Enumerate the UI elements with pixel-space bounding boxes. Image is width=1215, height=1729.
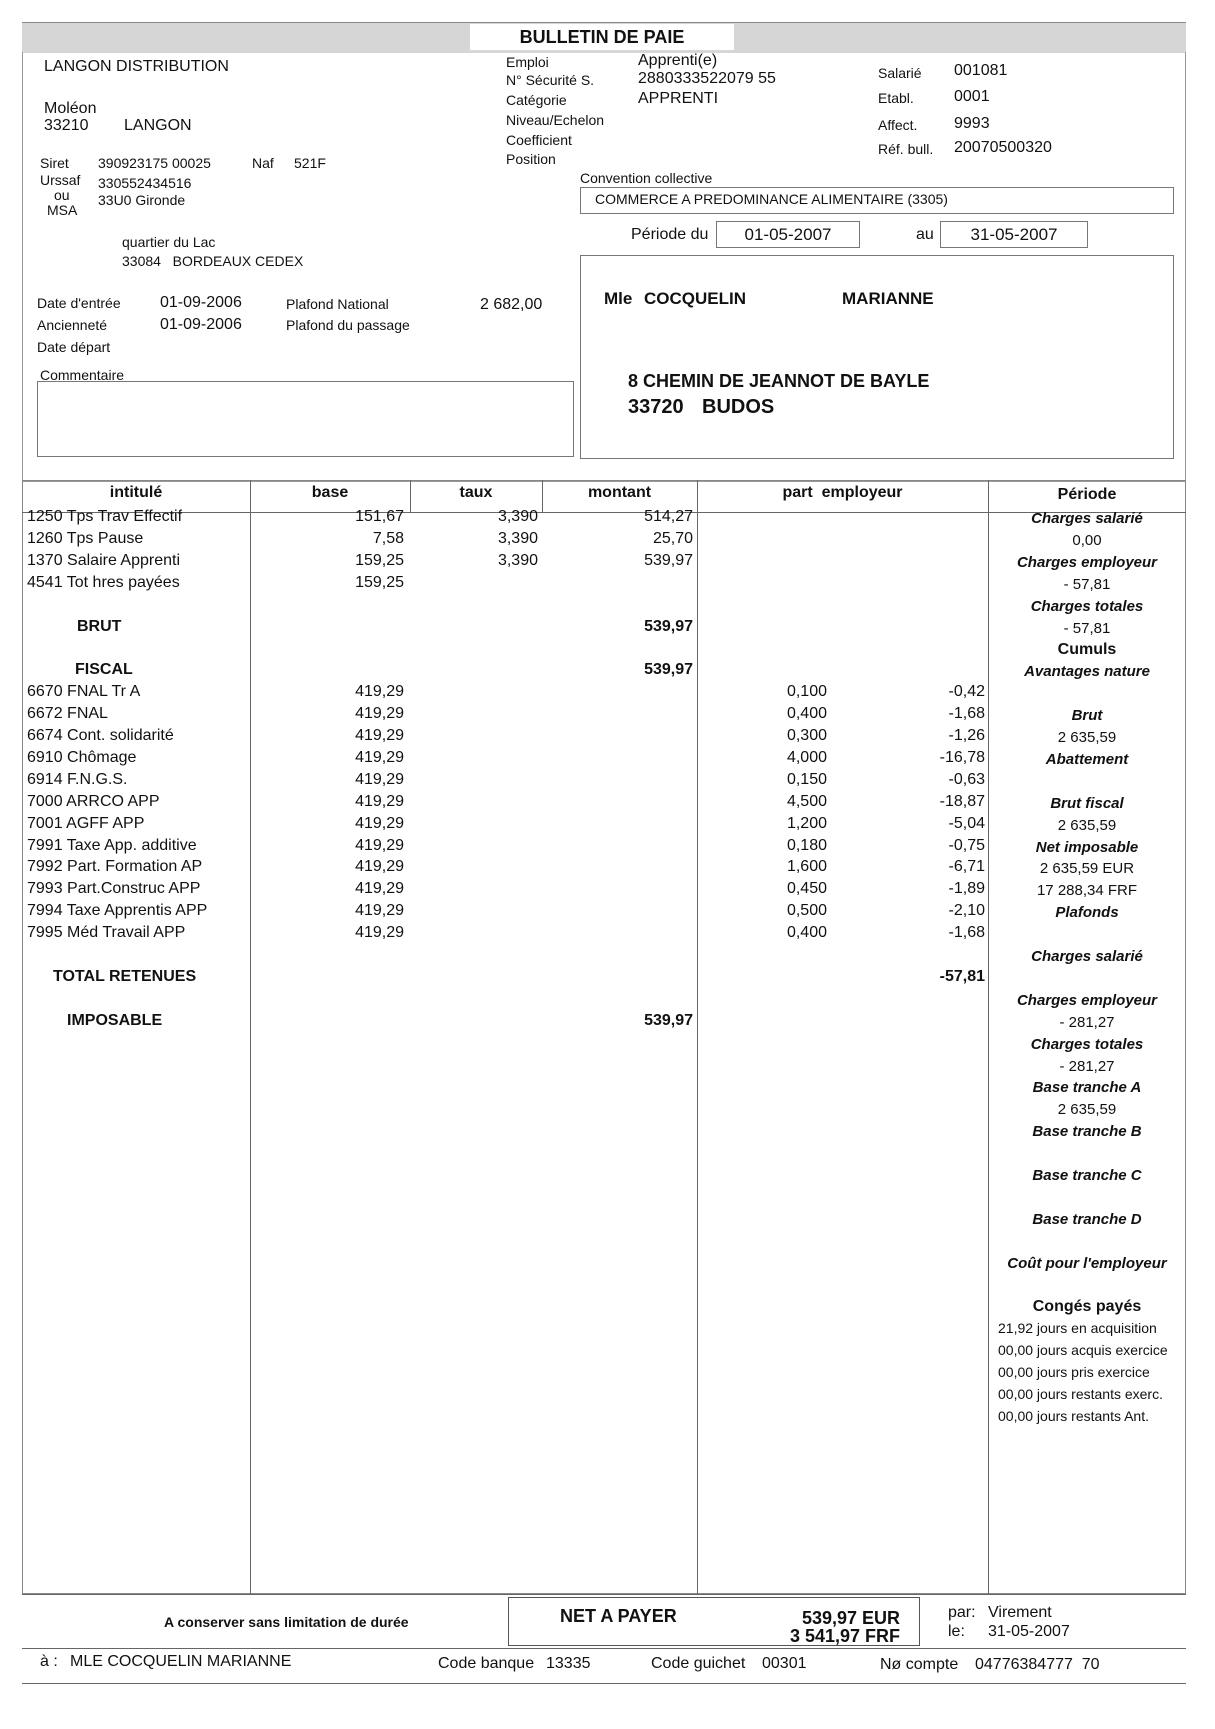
line-base: 419,29: [355, 748, 404, 766]
summary-value: - 57,81: [1063, 619, 1111, 637]
line-employer-amount: -0,75: [948, 836, 985, 854]
line-employer-rate: 0,500: [786, 902, 827, 920]
summary-label: Base tranche B: [1032, 1123, 1142, 1141]
summary-label: Abattement: [1045, 750, 1129, 768]
code-banque-label: Code banque: [438, 1655, 535, 1672]
line-employer-rate: 0,150: [786, 770, 827, 788]
document-title: BULLETIN DE PAIE: [470, 24, 734, 50]
line-label: 7994 Taxe Apprentis APP: [27, 902, 208, 920]
line-employer-amount: -16,78: [939, 748, 985, 766]
line-employer-amount: -18,87: [939, 792, 985, 810]
line-employer-rate: 1,600: [786, 858, 827, 876]
compte-label: Nø compte: [880, 1656, 959, 1673]
naf-value: 521F: [294, 155, 326, 171]
urssaf-address-2: 33084 BORDEAUX CEDEX: [122, 253, 304, 269]
conges-line: 21,92 jours en acquisition: [998, 1320, 1157, 1337]
summary-label: Base tranche D: [1032, 1210, 1142, 1228]
line-base: 151,67: [355, 508, 404, 525]
line-label: TOTAL RETENUES: [53, 967, 197, 985]
plafond-national-value: 2 682,00: [480, 296, 543, 313]
summary-value: 2 635,59: [1057, 1101, 1117, 1119]
summary-value: 0,00: [1072, 531, 1102, 549]
footer-mid-line: [22, 1648, 1186, 1649]
le-value: 31-05-2007: [988, 1623, 1070, 1640]
periode-au-label: au: [916, 226, 934, 243]
emploi-label: Emploi: [506, 54, 549, 70]
code-guichet-label: Code guichet: [651, 1655, 746, 1672]
line-montant: 514,27: [644, 508, 693, 525]
summary-value: - 281,27: [1059, 1013, 1115, 1031]
recipient-label: à :: [40, 1653, 58, 1670]
le-label: le:: [948, 1623, 965, 1640]
line-montant: 539,97: [644, 551, 693, 569]
etabl-value: 0001: [954, 88, 990, 105]
line-label: 1250 Tps Trav Effectif: [27, 508, 183, 525]
line-base: 419,29: [355, 683, 404, 701]
conges-line: 00,00 jours restants exerc.: [998, 1386, 1163, 1402]
summary-label: Charges totales: [1030, 1035, 1144, 1053]
line-label: 7991 Taxe App. additive: [27, 836, 197, 854]
line-employer-rate: 0,450: [786, 880, 827, 898]
line-base: 419,29: [355, 836, 404, 854]
urssaf-center: 33U0 Gironde: [98, 192, 186, 208]
line-label: IMPOSABLE: [67, 1011, 163, 1029]
line-employer-rate: 0,180: [786, 836, 827, 854]
line-base: 159,25: [355, 573, 404, 591]
summary-value: 2 635,59 EUR: [1039, 860, 1135, 878]
summary-value: 2 635,59: [1057, 729, 1117, 746]
etabl-label: Etabl.: [878, 90, 914, 106]
line-employer-amount: -6,71: [948, 858, 985, 876]
header-periode: Période: [1057, 486, 1117, 503]
footer-top-line: [22, 1594, 1186, 1595]
header-part-employeur: part employeur: [782, 484, 903, 501]
entree-value: 01-09-2006: [160, 294, 242, 311]
line-employer-amount: -1,68: [948, 705, 985, 723]
line-label: FISCAL: [75, 661, 133, 679]
employee-civility: Mle: [604, 289, 633, 308]
line-base: 159,25: [355, 551, 404, 569]
line-base: 419,29: [355, 792, 404, 810]
line-employer-amount: -57,81: [939, 967, 985, 985]
line-label: 6672 FNAL: [27, 705, 108, 723]
line-base: 419,29: [355, 727, 404, 744]
entree-label: Date d'entrée: [37, 295, 121, 311]
code-guichet-value: 00301: [762, 1655, 807, 1672]
summary-value: 17 288,34 FRF: [1036, 882, 1138, 900]
naf-label: Naf: [252, 155, 274, 171]
line-employer-rate: 0,300: [786, 727, 827, 744]
employer-postcode: 33210: [44, 117, 89, 134]
periode-to: 31-05-2007: [970, 225, 1058, 244]
line-label: BRUT: [77, 617, 122, 635]
line-base: 419,29: [355, 924, 404, 942]
anciennete-label: Ancienneté: [37, 317, 108, 333]
net-frf: 3 541,97 FRF: [789, 1626, 900, 1646]
siret-value: 390923175 00025: [98, 155, 211, 171]
compte-value: 04776384777 70: [975, 1656, 1100, 1673]
employee-postcode: 33720: [628, 396, 684, 418]
summary-label: Brut fiscal: [1050, 794, 1124, 812]
summary-label: Coût pour l'employeur: [1007, 1254, 1167, 1272]
net-label: NET A PAYER: [560, 1606, 677, 1626]
line-base: 419,29: [355, 705, 404, 723]
line-employer-amount: -1,26: [948, 727, 985, 744]
depart-label: Date départ: [37, 339, 111, 355]
employer-city: LANGON: [124, 117, 192, 134]
conges-line: 00,00 jours acquis exercice: [998, 1342, 1168, 1359]
emploi-value: Apprenti(e): [638, 52, 718, 69]
line-base: 419,29: [355, 814, 404, 832]
salarie-value: 001081: [954, 62, 1008, 79]
ref-label: Réf. bull.: [878, 141, 934, 157]
line-label: 6674 Cont. solidarité: [27, 727, 174, 744]
line-employer-amount: -0,42: [948, 683, 985, 701]
header-montant: montant: [587, 484, 652, 501]
employee-box: [580, 255, 1174, 459]
line-employer-rate: 0,400: [786, 705, 827, 723]
line-employer-rate: 0,400: [786, 924, 827, 942]
summary-value: - 281,27: [1059, 1057, 1115, 1075]
line-montant: 539,97: [644, 617, 693, 635]
net-eur: 539,97 EUR: [801, 1608, 900, 1628]
code-banque-value: 13335: [546, 1655, 591, 1672]
employee-city: BUDOS: [702, 396, 775, 418]
line-label: 7995 Méd Travail APP: [27, 924, 186, 942]
employer-name: LANGON DISTRIBUTION: [44, 58, 229, 75]
periode-from: 01-05-2007: [744, 225, 832, 244]
secu-label: N° Sécurité S.: [506, 72, 595, 88]
line-taux: 3,390: [497, 529, 538, 547]
line-employer-rate: 4,500: [786, 792, 827, 810]
employer-place: Moléon: [44, 100, 97, 117]
line-employer-amount: -2,10: [948, 902, 985, 920]
urssaf-address-1: quartier du Lac: [122, 234, 216, 250]
line-employer-amount: -0,63: [948, 770, 985, 788]
line-employer-amount: -1,89: [948, 880, 985, 898]
convention-value: COMMERCE A PREDOMINANCE ALIMENTAIRE (3305): [595, 191, 948, 207]
summary-label: Avantages nature: [1024, 663, 1150, 681]
conges-line: 00,00 jours restants Ant.: [998, 1407, 1149, 1424]
commentaire-label: Commentaire: [40, 367, 125, 383]
line-employer-amount: -5,04: [948, 814, 985, 832]
salarie-label: Salarié: [878, 65, 922, 81]
summary-label: Brut: [1071, 707, 1103, 725]
line-base: 419,29: [355, 858, 404, 876]
ref-value: 20070500320: [954, 139, 1052, 156]
employee-last-name: COCQUELIN: [644, 289, 746, 308]
line-montant: 539,97: [644, 661, 693, 679]
niveau-label: Niveau/Echelon: [506, 112, 605, 128]
anciennete-value: 01-09-2006: [160, 316, 242, 333]
line-taux: 3,390: [497, 551, 538, 569]
line-base: 7,58: [372, 529, 404, 547]
summary-label: Plafonds: [1055, 904, 1119, 922]
col-sep-montant: [697, 480, 698, 1594]
summary-label: Charges totales: [1030, 597, 1144, 615]
recipient-value: MLE COCQUELIN MARIANNE: [70, 1653, 292, 1670]
periode-label: Période du: [631, 226, 709, 243]
line-label: 4541 Tot hres payées: [27, 573, 180, 591]
line-employer-rate: 0,100: [786, 683, 827, 701]
categorie-value: APPRENTI: [638, 90, 719, 107]
summary-label: Charges employeur: [1016, 553, 1158, 571]
plafond-national-label: Plafond National: [286, 296, 389, 312]
summary-value: 2 635,59: [1057, 816, 1117, 834]
ou-label: ou: [54, 187, 70, 203]
secu-value: 2880333522079 55: [638, 70, 776, 87]
conges-line: 00,00 jours pris exercice: [998, 1364, 1150, 1381]
summary-label: Cumuls: [1057, 641, 1117, 659]
footer-conserver: A conserver sans limitation de durée: [164, 1614, 409, 1630]
line-taux: 3,390: [497, 508, 538, 525]
line-label: 1370 Salaire Apprenti: [27, 551, 180, 569]
line-employer-rate: 4,000: [786, 748, 827, 766]
employee-address: 8 CHEMIN DE JEANNOT DE BAYLE: [628, 371, 930, 391]
convention-label: Convention collective: [580, 170, 713, 186]
header-intitule: intitulé: [109, 484, 163, 501]
par-value: Virement: [988, 1604, 1052, 1621]
line-label: 7992 Part. Formation AP: [27, 858, 203, 876]
line-label: 1260 Tps Pause: [27, 529, 144, 547]
par-label: par:: [948, 1604, 976, 1621]
line-label: 7000 ARRCO APP: [27, 792, 160, 810]
header-base: base: [311, 484, 349, 501]
summary-label: Base tranche A: [1032, 1079, 1142, 1097]
line-employer-rate: 1,200: [786, 814, 827, 832]
summary-label: Charges salarié: [1031, 948, 1143, 965]
line-employer-amount: -1,68: [948, 924, 985, 942]
line-base: 419,29: [355, 902, 404, 920]
urssaf-value: 330552434516: [98, 175, 192, 191]
affect-label: Affect.: [878, 117, 918, 133]
line-base: 419,29: [355, 880, 404, 898]
summary-label: Congés payés: [1032, 1298, 1142, 1316]
line-label: 6910 Chômage: [27, 748, 137, 766]
commentaire-box: [37, 381, 574, 457]
line-montant: 25,70: [652, 529, 693, 547]
affect-value: 9993: [954, 115, 990, 132]
line-base: 419,29: [355, 770, 404, 788]
footer-bottom-line: [22, 1683, 1186, 1684]
summary-value: - 57,81: [1063, 575, 1111, 593]
line-label: 6914 F.N.G.S.: [27, 770, 128, 788]
employee-first-name: MARIANNE: [842, 289, 934, 308]
urssaf-label: Urssaf: [40, 172, 81, 188]
header-taux: taux: [459, 484, 493, 501]
summary-label: Charges salarié: [1031, 510, 1143, 527]
summary-label: Base tranche C: [1032, 1167, 1142, 1184]
line-montant: 539,97: [644, 1011, 693, 1029]
summary-label: Charges employeur: [1016, 991, 1158, 1009]
line-label: 7993 Part.Construc APP: [27, 880, 201, 898]
categorie-label: Catégorie: [506, 92, 567, 108]
siret-label: Siret: [40, 155, 69, 171]
position-label: Position: [506, 151, 556, 167]
line-label: 7001 AGFF APP: [27, 814, 145, 832]
col-sep-intitule: [250, 480, 251, 1594]
msa-label: MSA: [47, 202, 78, 218]
plafond-passage-label: Plafond du passage: [286, 317, 410, 333]
line-label: 6670 FNAL Tr A: [27, 683, 141, 701]
coefficient-label: Coefficient: [506, 132, 572, 148]
summary-label: Net imposable: [1035, 838, 1139, 856]
